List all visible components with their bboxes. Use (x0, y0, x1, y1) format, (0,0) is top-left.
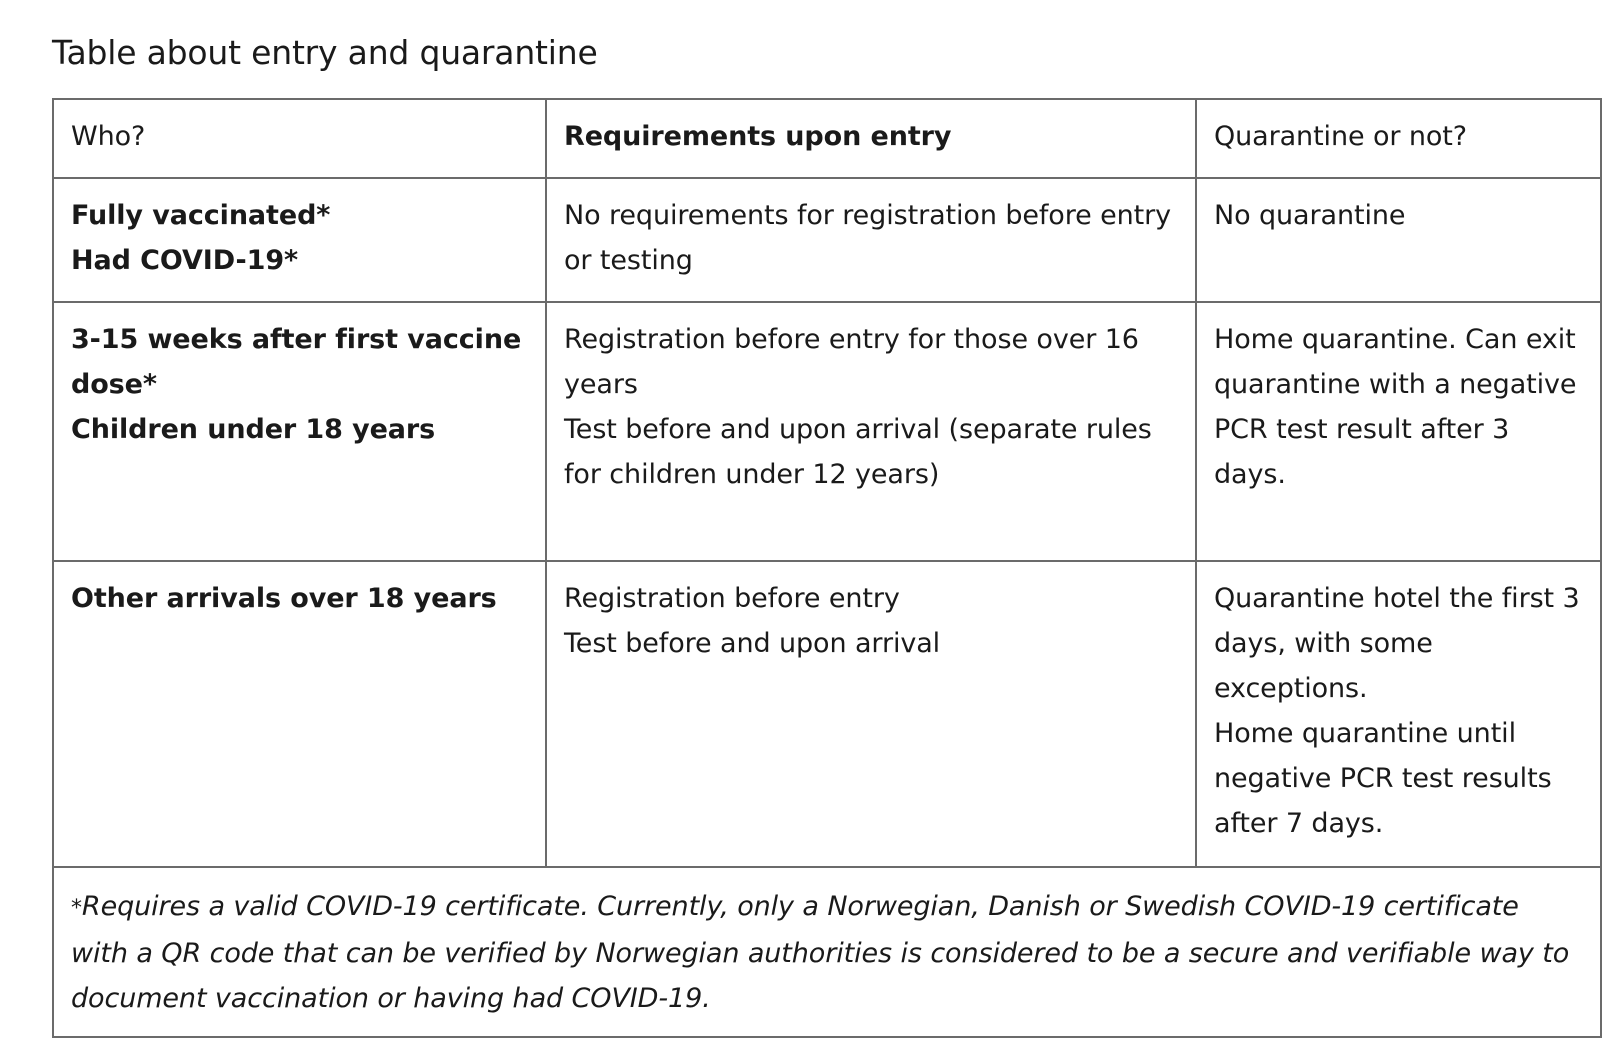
requirements-line: Registration before entry for those over 16 years (564, 324, 1139, 400)
who-line: 3-15 weeks after first vaccine dose* (71, 324, 522, 400)
cell-who (53, 178, 546, 302)
table-header-row (53, 99, 1601, 178)
cell-quarantine (1196, 561, 1601, 867)
requirements-line: Test before and upon arrival (564, 628, 941, 659)
quarantine-line: Home quarantine until negative PCR test results after 7 days. (1214, 718, 1552, 839)
cell-quarantine (1196, 178, 1601, 302)
who-line: Children under 18 years (71, 414, 436, 445)
requirements-line: No requirements for registration before entry or testing (564, 200, 1171, 276)
who-line: Fully vaccinated* (71, 200, 331, 231)
cell-requirements (546, 561, 1196, 867)
who-line: Other arrivals over 18 years (71, 583, 497, 614)
cell-who (53, 561, 546, 867)
requirements-line: Registration before entry (564, 583, 900, 614)
table-row (53, 561, 1601, 867)
header-quarantine: Quarantine or not? (1196, 99, 1601, 178)
entry-quarantine-table (52, 98, 1602, 1038)
requirements-line: Test before and upon arrival (separate rules for children under 12 years) (564, 414, 1152, 490)
footnote-text: Requires a valid COVID-19 certificate. Currently, only a Norwegian, Danish or Swedish COVID-19 certificate with a QR code that can be verified by Norwegian authorities is considered to be a secure and verifiable way to document vaccination or having had COVID-19. (71, 891, 1570, 1014)
quarantine-line: No quarantine (1214, 200, 1406, 231)
quarantine-line: Quarantine hotel the first 3 days, with some exceptions. (1214, 583, 1580, 704)
header-requirements: Requirements upon entry (546, 99, 1196, 178)
footnote-cell (53, 867, 1601, 1037)
footnote-marker: * (71, 896, 82, 921)
page-title: Table about entry and quarantine (52, 33, 598, 72)
cell-who (53, 302, 546, 561)
who-line: Had COVID-19* (71, 245, 299, 276)
footnote-row (53, 867, 1601, 1037)
table-row (53, 178, 1601, 302)
table-row (53, 302, 1601, 561)
cell-quarantine (1196, 302, 1601, 561)
quarantine-line: Home quarantine. Can exit quarantine with a negative PCR test result after 3 days. (1214, 324, 1577, 490)
cell-requirements (546, 178, 1196, 302)
document-page (52, 26, 1600, 1038)
header-who: Who? (53, 99, 546, 178)
cell-requirements (546, 302, 1196, 561)
